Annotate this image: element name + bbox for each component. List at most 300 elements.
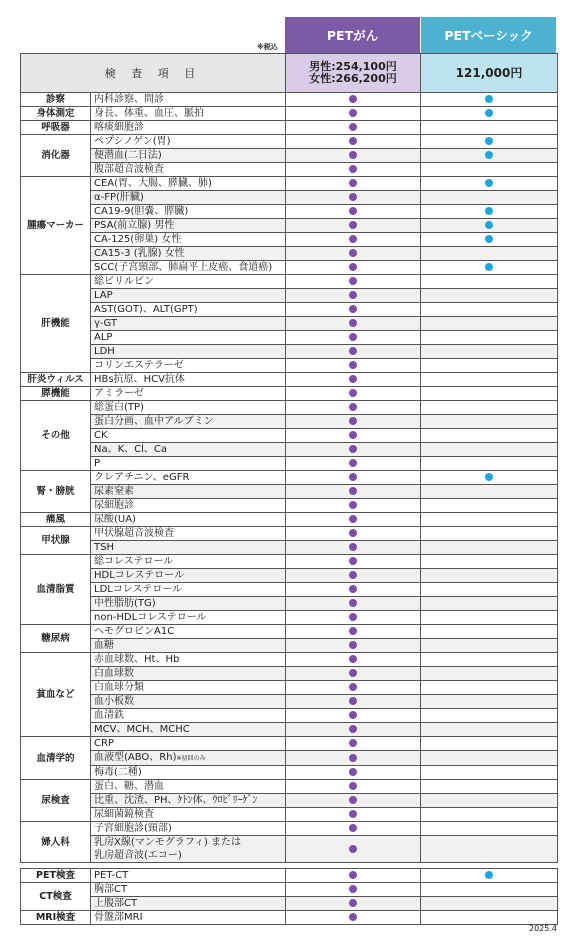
pet-gan-dot [349,263,357,271]
pet-gan-dot [349,305,357,313]
included-cell-basic [421,822,558,836]
table-row [21,569,558,583]
item-name-text: 尿細胞診 [94,500,134,511]
included-cell-gan [286,443,421,457]
item-name [91,191,286,205]
included-cell-basic [421,836,558,863]
item-name-text: クレアチニン、eGFR [94,472,190,483]
pet-basic-dot [485,473,493,481]
item-name [91,247,286,261]
item-name-text: TSH [94,542,114,553]
item-name-text: non-HDLコレステロール [94,612,207,623]
item-name [91,766,286,780]
included-cell-gan [286,695,421,709]
included-cell-basic [421,107,558,121]
table-row [21,639,558,653]
table-row [21,723,558,737]
item-name [91,443,286,457]
pet-gan-dot [349,913,357,921]
table-row [21,121,558,135]
item-name [91,331,286,345]
item-name [91,541,286,555]
category-cell: PET検査 [21,869,91,883]
category-cell: 糖尿病 [21,625,91,653]
included-cell-gan [286,555,421,569]
item-name [91,611,286,625]
pet-gan-dot [349,739,357,747]
item-name-text: 子宮細胞診(頸部) [94,823,172,834]
table-row [21,911,558,925]
included-cell-gan [286,289,421,303]
included-cell-gan [286,149,421,163]
included-cell-basic [421,317,558,331]
included-cell-gan [286,471,421,485]
item-name-text: 腹部超音波検査 [94,164,164,175]
included-cell-gan [286,897,421,911]
item-name [91,709,286,723]
category-cell: 腎・膀胱 [21,471,91,513]
included-cell-basic [421,261,558,275]
pet-gan-dot [349,109,357,117]
item-name-text: 梅毒(二種) [94,767,142,778]
pet-gan-dot [349,697,357,705]
included-cell-gan [286,639,421,653]
included-cell-basic [421,499,558,513]
included-cell-basic [421,429,558,443]
tax-note: ※税込 [257,43,278,51]
item-name [91,883,286,897]
pet-gan-dot [349,473,357,481]
included-cell-basic [421,639,558,653]
item-name-text: 便潜血(二日法) [94,150,162,161]
table-row [21,219,558,233]
item-name-text: アミラーゼ [94,388,144,399]
table-row [21,107,558,121]
table-row [21,709,558,723]
category-cell: 尿検査 [21,780,91,822]
item-name-text: HBs抗原、HCV抗体 [94,374,185,385]
included-cell-basic [421,387,558,401]
item-name-line1: 乳房X線(マンモグラフィ) または [94,837,242,848]
included-cell-basic [421,911,558,925]
included-cell-gan [286,93,421,107]
category-cell: 血清脂質 [21,555,91,625]
included-cell-gan [286,869,421,883]
included-cell-gan [286,822,421,836]
included-cell-basic [421,471,558,485]
pet-gan-dot [349,669,357,677]
item-name-text: 白血球分類 [94,682,144,693]
item-name [91,597,286,611]
item-name [91,205,286,219]
included-cell-basic [421,808,558,822]
included-cell-basic [421,485,558,499]
included-cell-gan [286,836,421,863]
item-name [91,219,286,233]
pet-gan-dot [349,585,357,593]
included-cell-gan [286,911,421,925]
table-row [21,737,558,751]
exam-table [20,53,558,925]
pet-gan-dot [349,571,357,579]
included-cell-gan [286,794,421,808]
item-name-text: 総コレステロール [94,556,174,567]
pet-gan-dot [349,151,357,159]
table-row [21,415,558,429]
table-row [21,373,558,387]
included-cell-gan [286,261,421,275]
table-row [21,695,558,709]
pet-gan-dot [349,529,357,537]
item-name-text: Na、K、Cl、Ca [94,444,168,455]
table-row [21,275,558,289]
included-cell-basic [421,794,558,808]
item-name-text: ペプシノゲン(胃) [94,136,171,147]
pet-gan-dot [349,782,357,790]
included-cell-basic [421,247,558,261]
pet-gan-dot [349,291,357,299]
table-row [21,317,558,331]
table-row [21,625,558,639]
item-name-text: LDH [94,346,115,357]
plan-header-pet-gan: PETがん [285,17,420,53]
table-row [21,163,558,177]
item-name [91,639,286,653]
table-row [21,443,558,457]
pet-gan-dot [349,899,357,907]
included-cell-basic [421,695,558,709]
item-name-text: LAP [94,290,113,301]
pet-gan-dot [349,137,357,145]
included-cell-basic [421,359,558,373]
item-name [91,373,286,387]
included-cell-gan [286,359,421,373]
table-row [21,897,558,911]
included-cell-basic [421,205,558,219]
item-name [91,149,286,163]
table-row [21,499,558,513]
item-name-text: 総ビリルビン [94,276,154,287]
item-name-text: 血糖 [94,640,114,651]
included-cell-basic [421,177,558,191]
item-header: 検 査 項 目 [21,54,286,93]
item-name [91,387,286,401]
included-cell-gan [286,541,421,555]
table-row [21,457,558,471]
item-name [91,527,286,541]
item-name [91,794,286,808]
item-name-text: 喀痰細胞診 [94,122,144,133]
item-name [91,667,286,681]
item-name-text: AST(GOT)、ALT(GPT) [94,304,198,315]
price-pet-basic: 121,000円 [421,54,558,93]
included-cell-basic [421,583,558,597]
pet-gan-dot [349,193,357,201]
item-name-text: 血清鉄 [94,710,124,721]
pet-gan-dot [349,179,357,187]
table-row [21,681,558,695]
item-name [91,429,286,443]
pet-gan-dot [349,501,357,509]
included-cell-basic [421,275,558,289]
included-cell-basic [421,597,558,611]
included-cell-gan [286,121,421,135]
included-cell-basic [421,401,558,415]
item-name-text: LDLコレステロール [94,584,183,595]
plan-header-pet-basic: PETベーシック [421,17,556,53]
item-name [91,345,286,359]
included-cell-gan [286,233,421,247]
pet-gan-dot [349,711,357,719]
included-cell-gan [286,345,421,359]
included-cell-gan [286,205,421,219]
item-name [91,289,286,303]
item-name [91,822,286,836]
pet-basic-dot [485,235,493,243]
included-cell-gan [286,709,421,723]
included-cell-gan [286,219,421,233]
pet-gan-dot [349,845,357,853]
item-name-text: CA-125(卵巣) 女性 [94,234,182,245]
item-name [91,163,286,177]
item-name-text: 蛋白分画、血中アルブミン [94,416,214,427]
table-row [21,345,558,359]
table-row [21,289,558,303]
pet-basic-dot [485,871,493,879]
item-name [91,317,286,331]
pet-gan-dot [349,885,357,893]
category-cell: 肝炎ウィルス [21,373,91,387]
included-cell-basic [421,415,558,429]
item-name-text: コリンエステラーゼ [94,360,184,371]
pet-gan-dot [349,515,357,523]
category-cell: 血清学的 [21,737,91,780]
pet-gan-dot [349,333,357,341]
pet-gan-dot [349,459,357,467]
included-cell-gan [286,766,421,780]
item-name-text: ALP [94,332,113,343]
included-cell-basic [421,345,558,359]
item-name [91,261,286,275]
table-row [21,766,558,780]
included-cell-gan [286,597,421,611]
pet-gan-dot [349,796,357,804]
table-row [21,513,558,527]
pet-gan-dot [349,417,357,425]
included-cell-basic [421,303,558,317]
pet-gan-dot [349,627,357,635]
item-name-text: MCV、MCH、MCHC [94,724,190,735]
item-name [91,653,286,667]
included-cell-gan [286,611,421,625]
pet-gan-dot [349,123,357,131]
included-cell-basic [421,513,558,527]
included-cell-gan [286,135,421,149]
table-row [21,303,558,317]
item-name [91,723,286,737]
item-name [91,303,286,317]
included-cell-basic [421,527,558,541]
pet-gan-dot [349,543,357,551]
item-name [91,359,286,373]
included-cell-gan [286,513,421,527]
pet-gan-dot [349,641,357,649]
pet-gan-dot [349,95,357,103]
item-name [91,93,286,107]
table-row [21,359,558,373]
category-cell: MRI検査 [21,911,91,925]
item-name-text: ヘモグロビンA1C [94,626,175,637]
item-name-text: P [94,458,101,469]
included-cell-gan [286,583,421,597]
table-row [21,401,558,415]
pet-gan-dot [349,403,357,411]
pet-gan-dot [349,165,357,173]
category-cell: 膵機能 [21,387,91,401]
pet-gan-dot [349,445,357,453]
pet-basic-dot [485,137,493,145]
table-row [21,149,558,163]
included-cell-gan [286,191,421,205]
category-cell: 身体測定 [21,107,91,121]
price-male: 男性:254,100円 [309,60,397,73]
included-cell-gan [286,883,421,897]
category-cell: 呼吸器 [21,121,91,135]
included-cell-basic [421,737,558,751]
pet-gan-dot [349,824,357,832]
item-name-text: HDLコレステロール [94,570,185,581]
pet-gan-dot [349,431,357,439]
included-cell-gan [286,667,421,681]
included-cell-gan [286,457,421,471]
included-cell-basic [421,766,558,780]
item-name-text: 蛋白、糖、潜血 [94,781,164,792]
pet-gan-dot [349,235,357,243]
pet-basic-dot [485,221,493,229]
table-row [21,177,558,191]
item-name-text: CA19-9(胆嚢、膵臓) [94,206,189,217]
table-row [21,780,558,794]
table-row [21,751,558,766]
item-name-text: CK [94,430,108,441]
item-name [91,471,286,485]
included-cell-basic [421,163,558,177]
item-name [91,751,286,766]
item-name-text: CRP [94,738,114,749]
included-cell-gan [286,569,421,583]
included-cell-basic [421,289,558,303]
pet-gan-dot [349,683,357,691]
included-cell-basic [421,883,558,897]
pet-basic-dot [485,179,493,187]
included-cell-gan [286,177,421,191]
item-name-text: 総蛋白(TP) [94,402,144,413]
item-name-text: CA15-3 (乳腺) 女性 [94,248,185,259]
included-cell-basic [421,611,558,625]
pet-gan-dot [349,871,357,879]
included-cell-basic [421,135,558,149]
item-name-text: 骨盤部MRI [94,912,143,923]
table-row [21,471,558,485]
item-name-text: 尿細菌鏡検査 [94,809,154,820]
pet-basic-dot [485,151,493,159]
table-row [21,233,558,247]
included-cell-gan [286,723,421,737]
included-cell-basic [421,625,558,639]
table-row [21,836,558,863]
item-name [91,695,286,709]
category-cell: CT検査 [21,883,91,911]
price-pet-gan [286,54,421,93]
included-cell-basic [421,653,558,667]
table-row [21,883,558,897]
item-name-text: 血液型(ABO、Rh) [94,752,177,763]
included-cell-gan [286,317,421,331]
included-cell-gan [286,107,421,121]
table-row [21,331,558,345]
item-name [91,233,286,247]
included-cell-gan [286,681,421,695]
item-name-text: 尿素窒素 [94,486,134,497]
table-row [21,794,558,808]
table-row [21,611,558,625]
item-name [91,415,286,429]
item-name-text: 赤血球数、Ht、Hb [94,654,180,665]
category-cell: 肝機能 [21,275,91,373]
table-row [21,191,558,205]
included-cell-gan [286,401,421,415]
category-cell: 痛風 [21,513,91,527]
included-cell-gan [286,415,421,429]
item-name [91,911,286,925]
included-cell-basic [421,149,558,163]
item-name-text: γ-GT [94,318,118,329]
included-cell-gan [286,387,421,401]
item-name [91,583,286,597]
included-cell-basic [421,331,558,345]
pet-gan-dot [349,725,357,733]
pet-gan-dot [349,768,357,776]
item-name [91,808,286,822]
table-row [21,205,558,219]
item-name [91,401,286,415]
included-cell-gan [286,485,421,499]
pet-basic-dot [485,207,493,215]
item-name-text: CEA(胃、大腸、膵臓、肺) [94,178,212,189]
table-row [21,653,558,667]
table-row [21,527,558,541]
included-cell-basic [421,569,558,583]
included-cell-basic [421,541,558,555]
category-cell: 診察 [21,93,91,107]
item-name [91,107,286,121]
item-name [91,135,286,149]
item-name [91,121,286,135]
included-cell-basic [421,555,558,569]
table-row [21,429,558,443]
table-row [21,387,558,401]
footer-date: 2025.4 [529,924,557,933]
pet-gan-dot [349,319,357,327]
item-name [91,737,286,751]
table-row [21,485,558,499]
item-name [91,625,286,639]
category-cell: その他 [21,401,91,471]
included-cell-gan [286,780,421,794]
item-note: ※初回のみ [176,755,206,762]
included-cell-basic [421,93,558,107]
included-cell-basic [421,457,558,471]
